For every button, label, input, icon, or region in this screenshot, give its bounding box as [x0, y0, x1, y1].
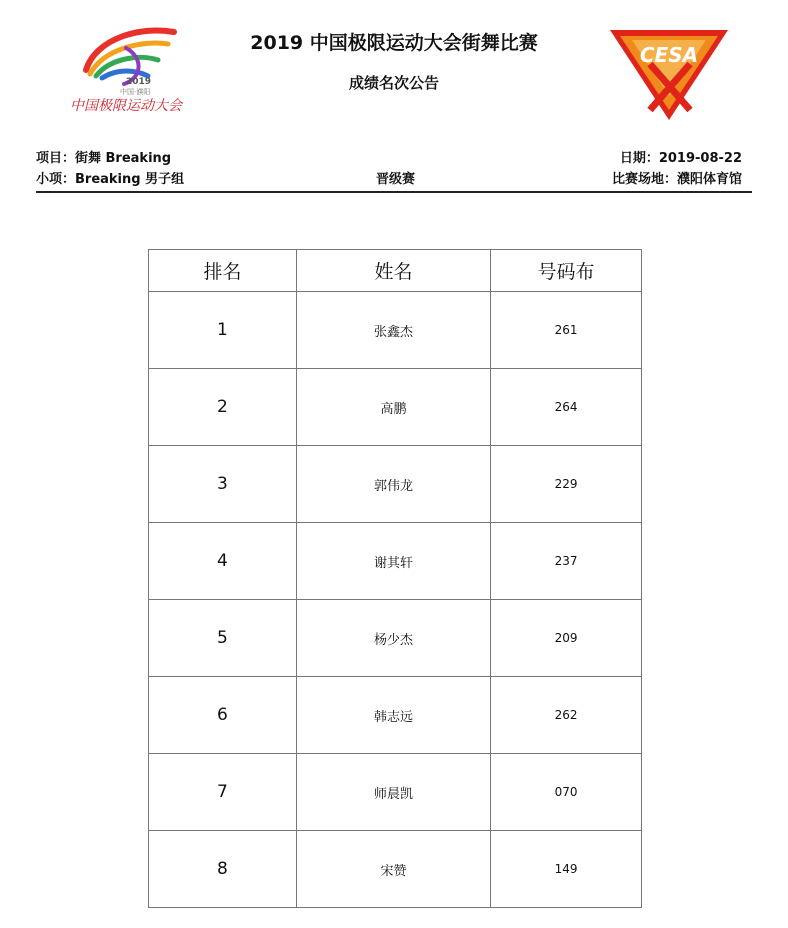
cell-name: 高鹏 — [296, 369, 490, 446]
cell-bib: 262 — [491, 677, 642, 754]
cell-rank: 7 — [149, 754, 297, 831]
header-bib: 号码布 — [491, 250, 642, 292]
table-header-row — [149, 250, 642, 292]
cell-bib: 209 — [491, 600, 642, 677]
cell-rank: 3 — [149, 446, 297, 523]
cell-bib: 237 — [491, 523, 642, 600]
games-logo-text: 中国极限运动大会 — [70, 98, 182, 114]
project-label: 项目：街舞 Breaking — [36, 151, 172, 166]
cell-bib: 261 — [491, 292, 642, 369]
table-row — [149, 831, 642, 908]
results-table — [148, 249, 642, 908]
table-row — [149, 677, 642, 754]
document-subtitle: 成绩名次公告 — [348, 74, 439, 92]
cesa-logo-text: CESA — [639, 43, 699, 67]
table-row — [149, 600, 642, 677]
cell-bib: 070 — [491, 754, 642, 831]
venue-label: 比赛场地：濮阳体育馆 — [611, 172, 742, 187]
date-label: 日期：2019-08-22 — [619, 151, 742, 166]
subproject-label: 小项：Breaking 男子组 — [36, 172, 185, 187]
games-logo-year: 2019 — [126, 77, 152, 87]
cell-rank: 5 — [149, 600, 297, 677]
header-rank: 排名 — [149, 250, 297, 292]
cell-name: 杨少杰 — [296, 600, 490, 677]
cell-rank: 8 — [149, 831, 297, 908]
cell-rank: 6 — [149, 677, 297, 754]
table-row — [149, 446, 642, 523]
document-title: 2019 中国极限运动大会街舞比赛 — [250, 32, 538, 54]
cell-name: 师晨凯 — [296, 754, 490, 831]
cell-bib: 149 — [491, 831, 642, 908]
round-label: 晋级赛 — [376, 172, 416, 187]
table-row — [149, 754, 642, 831]
cell-rank: 4 — [149, 523, 297, 600]
header-name: 姓名 — [296, 250, 490, 292]
cell-rank: 1 — [149, 292, 297, 369]
table-row — [149, 523, 642, 600]
cell-name: 韩志远 — [296, 677, 490, 754]
cell-name: 宋赞 — [296, 831, 490, 908]
cell-name: 张鑫杰 — [296, 292, 490, 369]
cell-name: 郭伟龙 — [296, 446, 490, 523]
cell-rank: 2 — [149, 369, 297, 446]
header-divider — [36, 191, 752, 193]
cell-bib: 229 — [491, 446, 642, 523]
table-row — [149, 369, 642, 446]
table-row — [149, 292, 642, 369]
cell-name: 谢其轩 — [296, 523, 490, 600]
cell-bib: 264 — [491, 369, 642, 446]
games-logo-place: 中国·濮阳 — [120, 88, 151, 96]
